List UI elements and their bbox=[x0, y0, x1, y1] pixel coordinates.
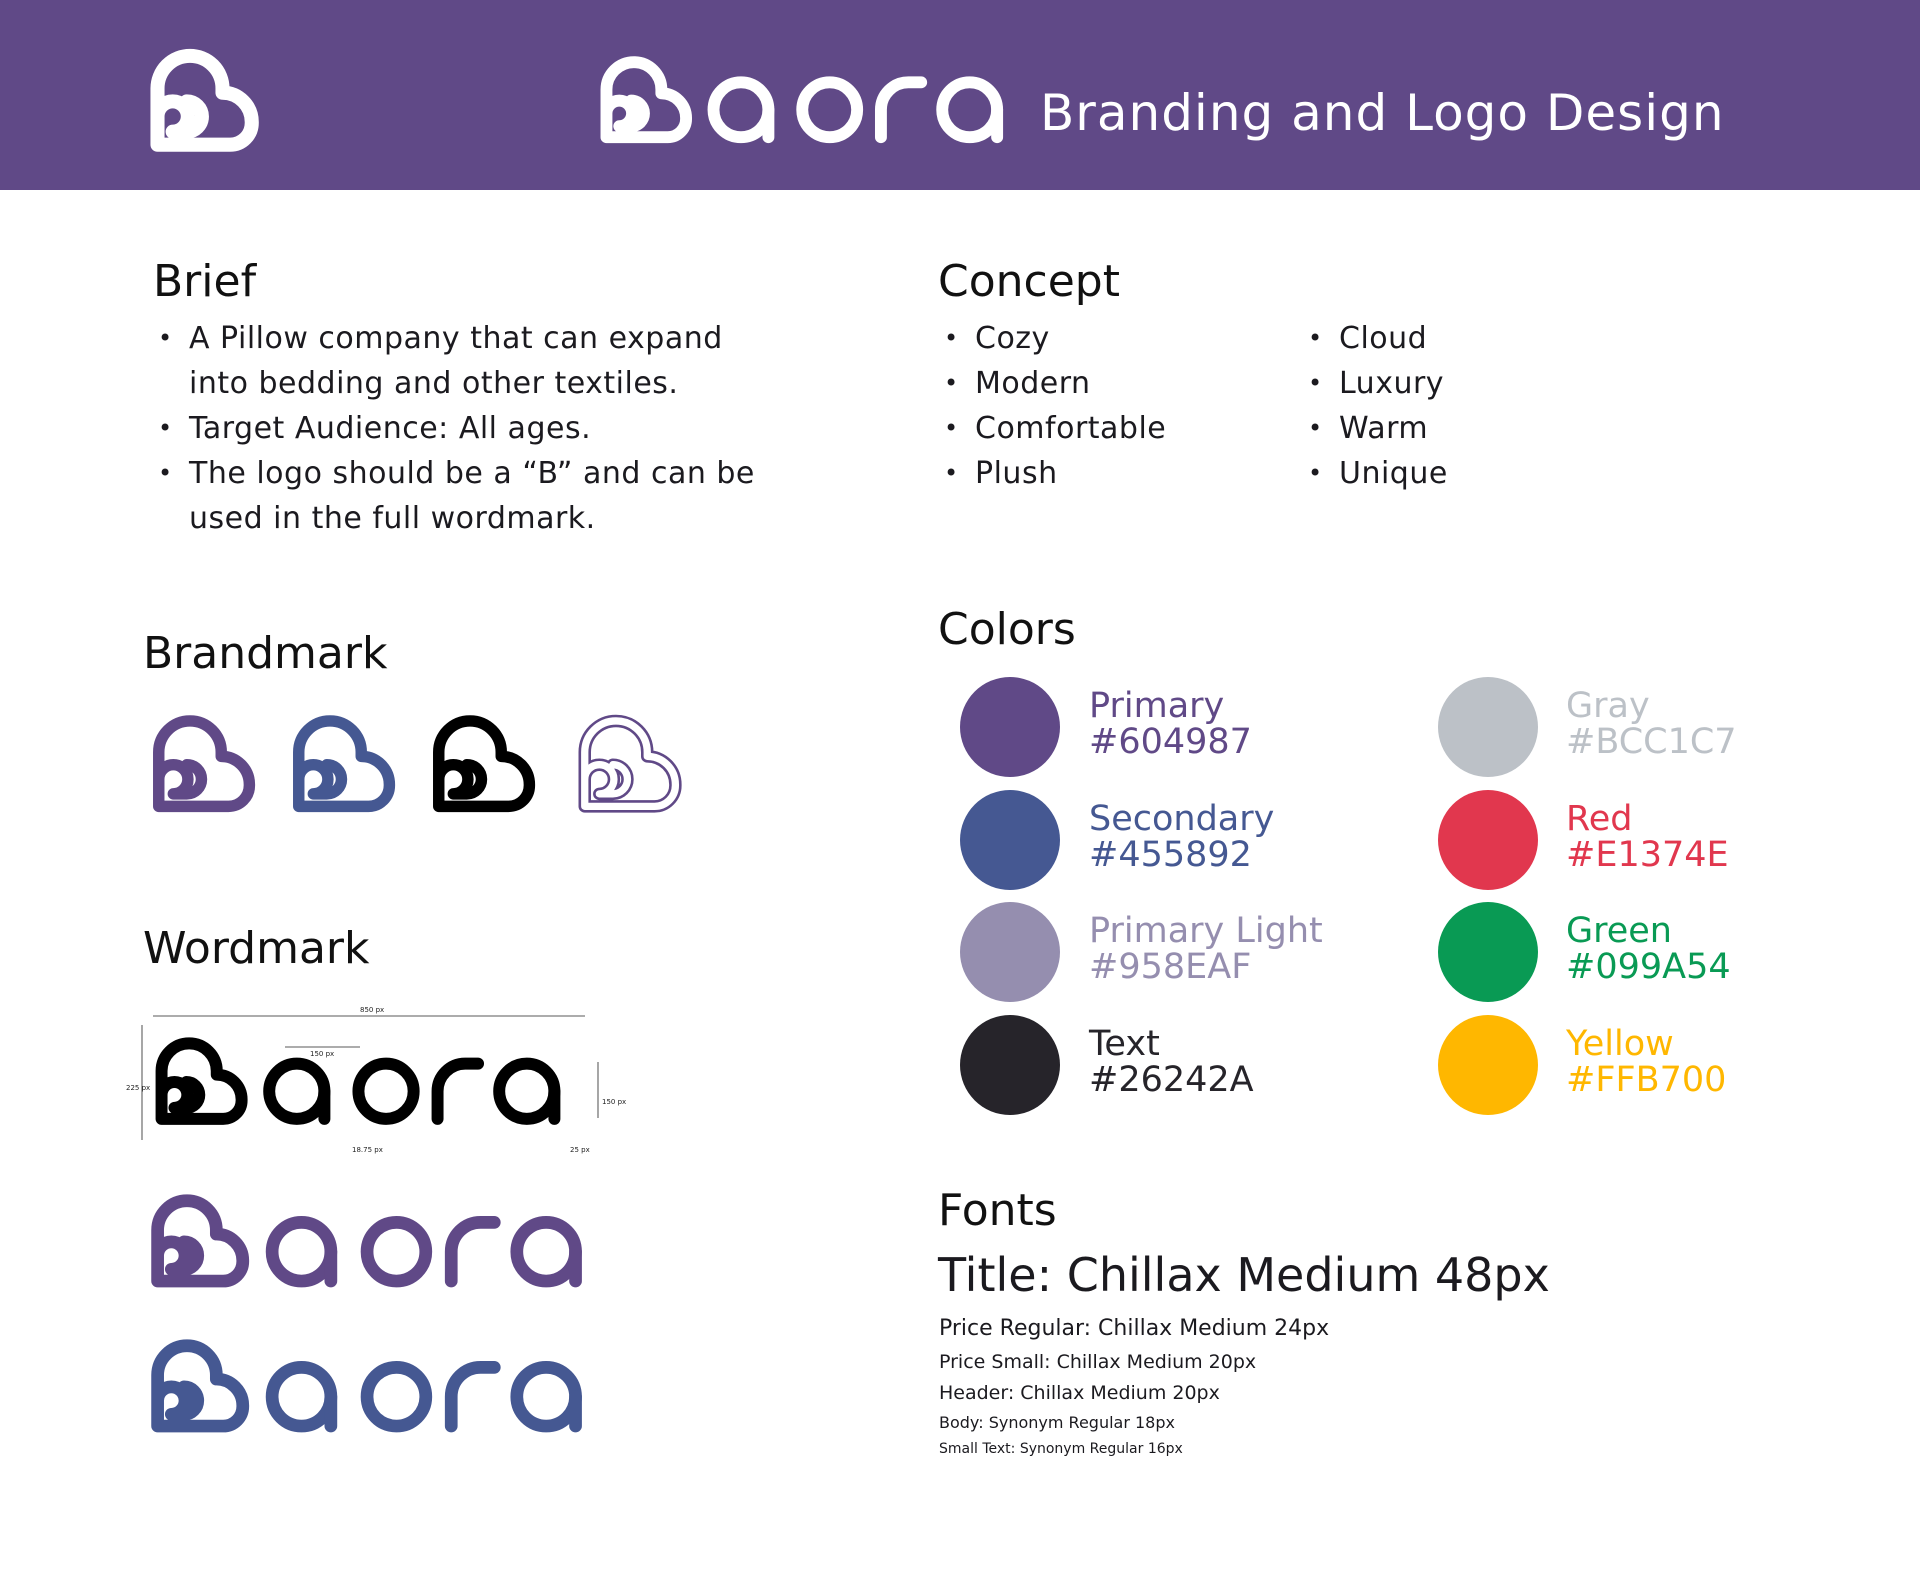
dim-stroke-label: 18.75 px bbox=[352, 1146, 383, 1154]
color-swatch-name: Primary Light bbox=[1089, 911, 1323, 951]
dim-xheight-label: 150 px bbox=[602, 1098, 627, 1106]
list-item: • A Pillow company that can expand into bedding and other textiles. bbox=[152, 316, 792, 406]
brandmark-black-icon bbox=[420, 700, 545, 820]
brief-list bbox=[152, 316, 792, 541]
list-item: • Modern bbox=[938, 361, 1238, 406]
list-item: • Target Audience: All ages. bbox=[152, 406, 792, 451]
list-item: • The logo should be a “B” and can be used in the full wordmark. bbox=[152, 451, 792, 541]
font-header-line: Header: Chillax Medium 20px bbox=[939, 1382, 1220, 1404]
list-item: • Unique bbox=[1302, 451, 1602, 496]
color-swatch-name: Red bbox=[1566, 799, 1633, 839]
color-swatch-name: Primary bbox=[1089, 686, 1225, 726]
fonts-title: Fonts bbox=[938, 1185, 1057, 1236]
color-swatch bbox=[960, 790, 1060, 890]
color-swatch-name: Secondary bbox=[1089, 799, 1275, 839]
list-item: • Comfortable bbox=[938, 406, 1238, 451]
color-swatch-hex: #958EAF bbox=[1089, 947, 1252, 987]
dim-height-label: 225 px bbox=[126, 1084, 151, 1092]
concept-list-2 bbox=[1302, 316, 1602, 496]
concept-title: Concept bbox=[938, 256, 1120, 307]
color-swatch-name: Gray bbox=[1566, 686, 1650, 726]
list-item: • Plush bbox=[938, 451, 1238, 496]
brandmark-outline-icon bbox=[566, 700, 691, 820]
header-banner bbox=[0, 0, 1920, 190]
color-swatch bbox=[1438, 677, 1538, 777]
color-swatch bbox=[1438, 1015, 1538, 1115]
brandmark-title: Brandmark bbox=[143, 628, 388, 679]
color-swatch-name: Green bbox=[1566, 911, 1672, 951]
color-swatch-hex: #099A54 bbox=[1566, 947, 1731, 987]
font-title-line: Title: Chillax Medium 48px bbox=[938, 1248, 1550, 1302]
color-swatch bbox=[1438, 790, 1538, 890]
color-swatch-hex: #455892 bbox=[1089, 835, 1252, 875]
color-swatch-name: Text bbox=[1089, 1024, 1160, 1064]
font-price-regular-line: Price Regular: Chillax Medium 24px bbox=[939, 1316, 1330, 1341]
color-swatch-hex: #26242A bbox=[1089, 1060, 1254, 1100]
color-swatch-name: Yellow bbox=[1566, 1024, 1674, 1064]
list-item: • Cloud bbox=[1302, 316, 1602, 361]
color-swatch-hex: #604987 bbox=[1089, 722, 1252, 762]
dim-gap-label: 25 px bbox=[570, 1146, 590, 1154]
font-price-small-line: Price Small: Chillax Medium 20px bbox=[939, 1351, 1257, 1373]
colors-title: Colors bbox=[938, 604, 1076, 655]
list-item: • Luxury bbox=[1302, 361, 1602, 406]
brief-title: Brief bbox=[153, 256, 257, 307]
list-item: • Cozy bbox=[938, 316, 1238, 361]
color-swatch-hex: #BCC1C7 bbox=[1566, 722, 1737, 762]
dim-letter-label: 150 px bbox=[310, 1050, 335, 1058]
wordmark-blue-logo bbox=[140, 1320, 600, 1445]
wordmark-title: Wordmark bbox=[143, 923, 370, 974]
header-title: Branding and Logo Design bbox=[1040, 84, 1725, 142]
color-swatch bbox=[960, 1015, 1060, 1115]
wordmark-purple-logo bbox=[140, 1175, 600, 1300]
list-item: • Warm bbox=[1302, 406, 1602, 451]
baora-wordmark-logo bbox=[590, 34, 1020, 159]
font-body-line: Body: Synonym Regular 18px bbox=[939, 1413, 1175, 1432]
color-swatch-hex: #FFB700 bbox=[1566, 1060, 1727, 1100]
dim-width-label: 850 px bbox=[360, 1006, 385, 1014]
color-swatch-hex: #E1374E bbox=[1566, 835, 1729, 875]
color-swatch bbox=[960, 677, 1060, 777]
font-small-line: Small Text: Synonym Regular 16px bbox=[939, 1441, 1183, 1457]
wordmark-dimensioned bbox=[120, 1000, 627, 1170]
concept-list-1 bbox=[938, 316, 1238, 496]
brandmark-blue-icon bbox=[280, 700, 405, 820]
color-swatch bbox=[1438, 902, 1538, 1002]
baora-b-icon bbox=[138, 34, 268, 159]
color-swatch bbox=[960, 902, 1060, 1002]
brandmark-purple-icon bbox=[140, 700, 265, 820]
